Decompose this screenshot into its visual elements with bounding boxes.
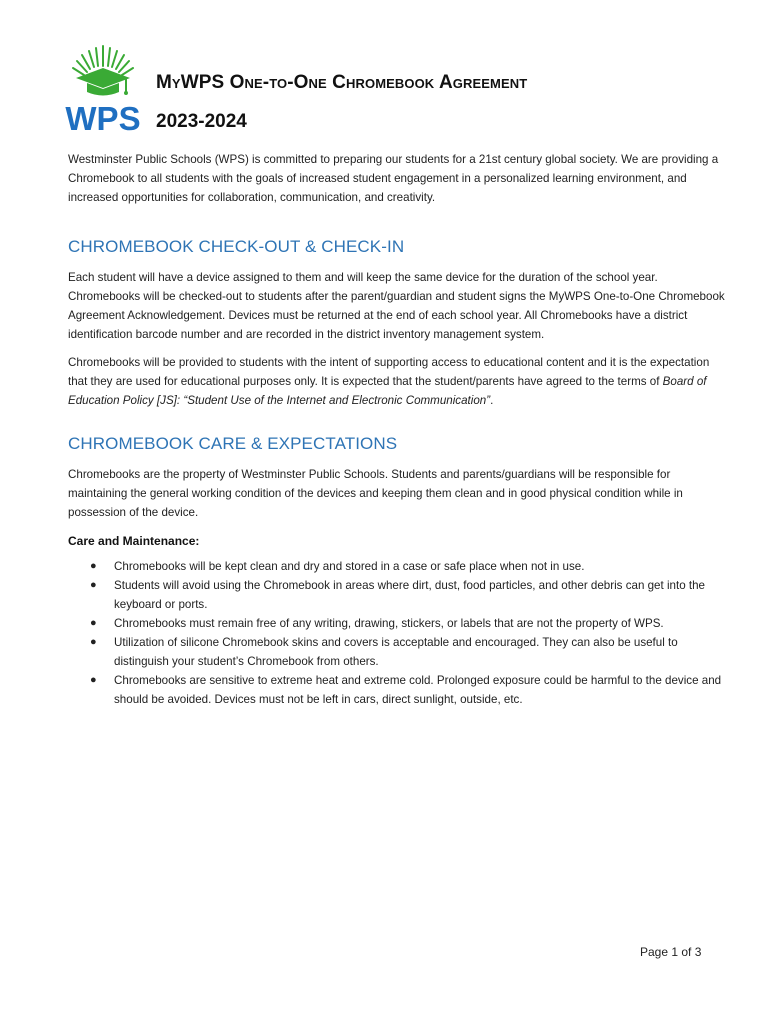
- logo-wordmark: WPS: [65, 100, 141, 134]
- bullet-icon: ●: [90, 560, 97, 572]
- list-item-text: Chromebooks will be kept clean and dry and stored in a case or safe place when not in use.: [114, 560, 585, 573]
- bullet-icon: ●: [90, 579, 97, 591]
- list-item: [68, 614, 728, 633]
- checkout-paragraph-1: Each student will have a device assigned to them and will keep the same device for the duration of the school year. Chromebooks will be checked-out to students after the parent/guardian and student signs the MyWPS One-to-One Chromebook Agreement Acknowledgement. Devices must be returned at the end of each school year. All Chromebooks have a district identification barcode number and are recorded in the district inventory management system.: [68, 271, 725, 341]
- section-heading-checkout: CHROMEBOOK CHECK-OUT & CHECK-IN: [68, 237, 405, 256]
- bullet-icon: ●: [90, 617, 97, 629]
- policy-intro-text: Chromebooks will be provided to students with the intent of supporting access to educational content and it is the expectation that they are used for educational purposes only. It is expected that the student/parents have agreed to the terms of: [68, 356, 710, 388]
- section-heading-care: CHROMEBOOK CARE & EXPECTATIONS: [68, 434, 398, 453]
- list-item: [68, 671, 728, 709]
- list-item: [68, 557, 728, 576]
- document-year: 2023-2024: [156, 111, 247, 132]
- list-item: [68, 633, 728, 671]
- list-item-text: Chromebooks must remain free of any writing, drawing, stickers, or labels that are not the property of WPS.: [114, 617, 664, 630]
- list-item-text: Students will avoid using the Chromebook in areas where dirt, dust, food particles, and other debris can get into the keyboard or ports.: [114, 579, 705, 611]
- bullet-icon: ●: [90, 674, 97, 686]
- care-subheading: Care and Maintenance:: [68, 534, 200, 548]
- checkout-paragraph-2: [68, 353, 728, 410]
- care-list: [68, 557, 728, 709]
- wps-logo: [60, 42, 146, 134]
- list-item-text: Utilization of silicone Chromebook skins and covers is acceptable and encouraged. They can also be useful to distinguish your student’s Chromebook from others.: [114, 636, 678, 668]
- list-item: [68, 576, 728, 614]
- care-paragraph: Chromebooks are the property of Westminster Public Schools. Students and parents/guardians will be responsible for maintaining the general working condition of the devices and keeping them clean and in good physical condition while in possession of the device.: [68, 468, 683, 519]
- page-number: Page 1 of 3: [640, 945, 702, 959]
- bullet-icon: ●: [90, 636, 97, 648]
- policy-reference: Board of Education Policy [JS]: “Student Use of the Internet and Electronic Communication”: [68, 375, 707, 407]
- policy-period: .: [490, 394, 494, 407]
- list-item-text: Chromebooks are sensitive to extreme heat and extreme cold. Prolonged exposure could be harmful to the device and should be avoided. Devices must not be left in cars, direct sunlight, outside, etc.: [114, 674, 722, 706]
- document-body: [68, 150, 728, 709]
- document-title: MyWPS One-to-One Chromebook Agreement: [156, 72, 528, 93]
- intro-paragraph: Westminster Public Schools (WPS) is committed to preparing our students for a 21st century global society. We are providing a Chromebook to all students with the goals of increased student engagement in a personalized learning environment, and increased opportunities for collaboration, communication, and creativity.: [68, 153, 719, 204]
